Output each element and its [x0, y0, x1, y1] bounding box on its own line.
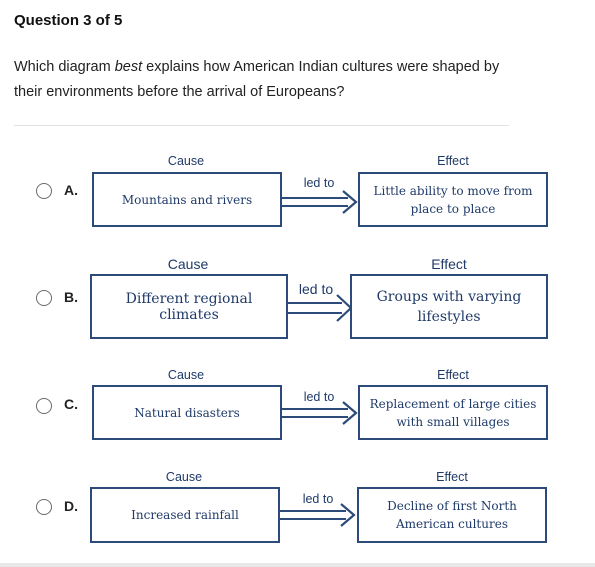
double-arrow-icon: [280, 188, 360, 216]
option-letter: B.: [64, 289, 78, 305]
cause-text: Increased rainfall: [131, 508, 239, 522]
option-letter: D.: [64, 498, 78, 514]
effect-label: Effect: [436, 470, 468, 484]
answer-option-c[interactable]: [0, 364, 595, 444]
cause-box: [90, 274, 288, 339]
option-letter: A.: [64, 182, 78, 198]
effect-text: Little ability to move from place to place: [373, 183, 533, 216]
effect-box: [357, 487, 547, 543]
double-arrow-icon: [288, 292, 354, 324]
cause-label: Cause: [167, 154, 205, 168]
connector-label: led to: [303, 390, 335, 404]
effect-label: Effect: [437, 368, 469, 382]
option-letter: C.: [64, 396, 78, 412]
question-text-before: Which diagram: [14, 59, 115, 75]
effect-text: Replacement of large cities with small villages: [369, 396, 537, 429]
cause-box: [90, 487, 280, 543]
cause-text: Mountains and rivers: [121, 192, 253, 207]
divider: [14, 125, 509, 126]
cause-box: [92, 172, 282, 227]
answer-option-d[interactable]: [0, 466, 595, 548]
double-arrow-icon: [280, 501, 358, 529]
cause-label: Cause: [167, 368, 205, 382]
cause-label: Cause: [167, 256, 209, 272]
cause-label: Cause: [165, 470, 203, 484]
effect-box: [358, 385, 548, 440]
cause-text: Natural disasters: [134, 405, 240, 420]
radio-button[interactable]: [36, 398, 52, 414]
cause-box: [92, 385, 282, 440]
effect-box: [358, 172, 548, 227]
question-text-after: explains how American Indian cultures were shaped by their environments before the arrival of Europeans?: [14, 59, 500, 100]
answer-option-a[interactable]: [0, 150, 595, 235]
effect-text: Decline of first North American cultures: [387, 499, 517, 531]
connector-label: led to: [298, 281, 334, 297]
connector-label: led to: [302, 492, 334, 506]
double-arrow-icon: [282, 399, 360, 427]
question-text-emphasis: best: [114, 59, 143, 75]
radio-button[interactable]: [36, 290, 52, 306]
radio-button[interactable]: [36, 499, 52, 515]
question-header: Question 3 of 5: [14, 12, 123, 29]
effect-box: [350, 274, 548, 339]
question-text: [14, 55, 514, 105]
radio-button[interactable]: [36, 183, 52, 199]
effect-label: Effect: [437, 154, 469, 168]
connector-label: led to: [303, 176, 335, 190]
effect-label: Effect: [431, 256, 467, 272]
bottom-rule: [0, 563, 595, 567]
answer-option-b[interactable]: [0, 252, 595, 344]
cause-text: Different regional climates: [125, 290, 253, 323]
effect-text: Groups with varying lifestyles: [376, 288, 522, 325]
